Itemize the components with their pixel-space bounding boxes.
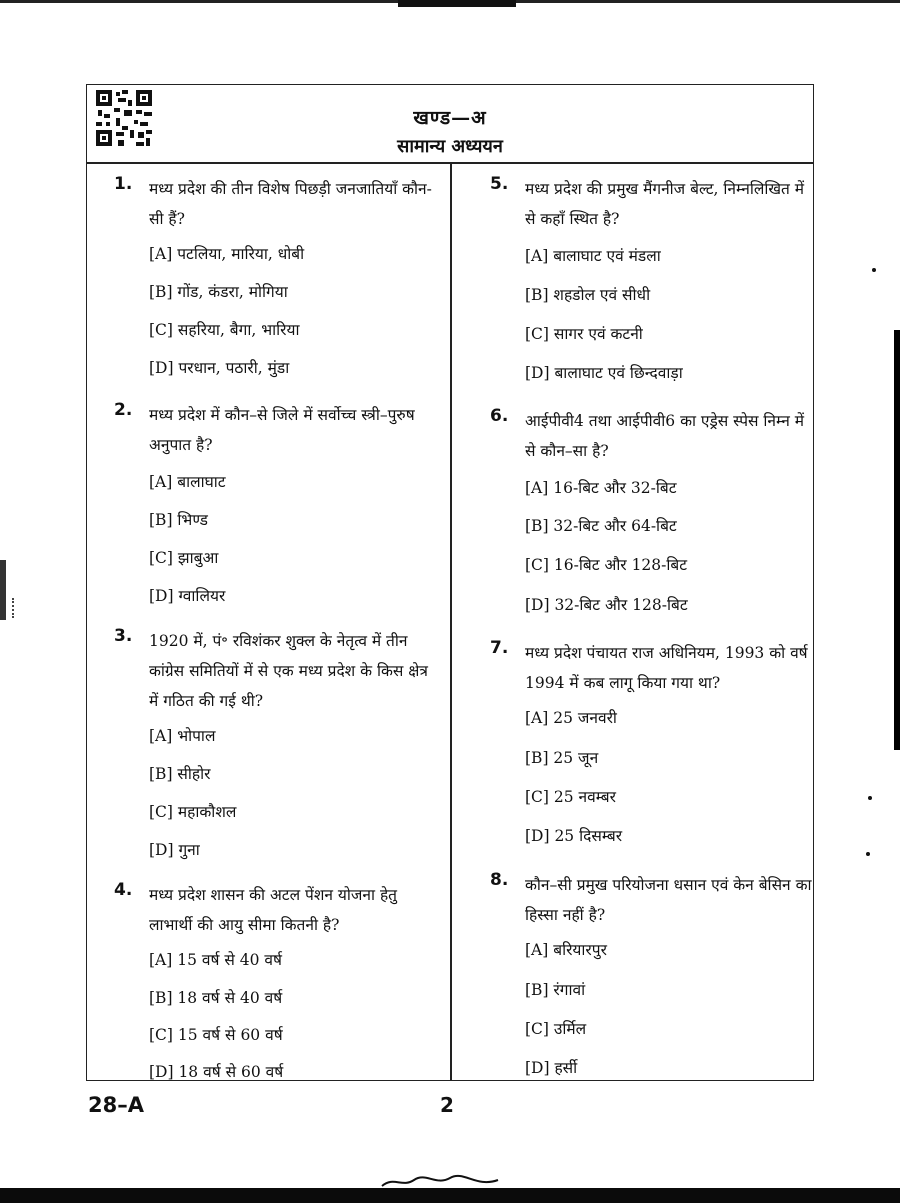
qr-code-icon bbox=[96, 90, 152, 146]
question-text: आईपीवी4 तथा आईपीवी6 का एड्रेस स्पेस निम्न में से कौन–सा है? bbox=[525, 412, 805, 460]
question-text: मध्य प्रदेश की तीन विशेष पिछड़ी जनजातियाँ कौन-सी हैं? bbox=[149, 180, 432, 228]
question-text: 1920 में, पं॰ रविशंकर शुक्ल के नेतृत्व में तीन कांग्रेस समितियों में से एक मध्य प्रदेश के किस क्षेत्र में गठित की गई थी? bbox=[149, 632, 428, 710]
option-b: [B] भिण्ड bbox=[149, 511, 208, 529]
option-c: [C] उर्मिल bbox=[525, 1020, 587, 1038]
option-d: [D] ग्वालियर bbox=[149, 587, 226, 605]
option-d: [D] हर्सी bbox=[525, 1059, 578, 1077]
section-title: खण्ड—अ bbox=[413, 107, 487, 129]
option-a: [A] 15 वर्ष से 40 वर्ष bbox=[149, 951, 283, 969]
question-number: 2. bbox=[114, 400, 133, 420]
question-number: 3. bbox=[114, 626, 133, 646]
option-d: [D] 25 दिसम्बर bbox=[525, 827, 623, 845]
option-b: [B] 18 वर्ष से 40 वर्ष bbox=[149, 989, 283, 1007]
option-a: [A] बालाघाट एवं मंडला bbox=[525, 247, 661, 265]
question-number: 8. bbox=[490, 870, 509, 890]
scan-bottom-scribble bbox=[380, 1174, 500, 1190]
booklet-code: 28–A bbox=[88, 1093, 144, 1117]
question-text: कौन–सी प्रमुख परियोजना धसान एवं केन बेसिन का हिस्सा नहीं है? bbox=[525, 876, 812, 924]
column-divider bbox=[450, 164, 452, 1081]
question-number: 1. bbox=[114, 174, 133, 194]
question-number: 5. bbox=[490, 174, 509, 194]
scan-dot bbox=[866, 852, 870, 856]
scan-dot bbox=[868, 796, 872, 800]
scan-right-edge bbox=[894, 330, 900, 750]
option-b: [B] शहडोल एवं सीधी bbox=[525, 286, 651, 304]
option-c: [C] महाकौशल bbox=[149, 803, 237, 821]
option-a: [A] भोपाल bbox=[149, 727, 216, 745]
option-b: [B] सीहोर bbox=[149, 765, 211, 783]
scan-left-dots bbox=[12, 598, 16, 618]
option-b: [B] गोंड, कंडरा, मोगिया bbox=[149, 283, 288, 301]
option-c: [C] सागर एवं कटनी bbox=[525, 325, 643, 343]
option-c: [C] सहरिया, बैगा, भारिया bbox=[149, 321, 300, 339]
question-number: 7. bbox=[490, 638, 509, 658]
option-d: [D] बालाघाट एवं छिन्दवाड़ा bbox=[525, 364, 683, 382]
option-d: [D] 18 वर्ष से 60 वर्ष bbox=[149, 1063, 284, 1081]
scan-bottom-edge bbox=[0, 1188, 900, 1203]
option-d: [D] गुना bbox=[149, 841, 200, 859]
question-number: 4. bbox=[114, 880, 133, 900]
option-c: [C] 16-बिट और 128-बिट bbox=[525, 556, 688, 574]
option-c: [C] 25 नवम्बर bbox=[525, 788, 616, 806]
question-text: मध्य प्रदेश पंचायत राज अधिनियम, 1993 को वर्ष 1994 में कब लागू किया गया था? bbox=[525, 644, 808, 692]
question-number: 6. bbox=[490, 406, 509, 426]
option-a: [A] बालाघाट bbox=[149, 473, 226, 491]
option-a: [A] बरियारपुर bbox=[525, 941, 607, 959]
scan-dot bbox=[872, 268, 876, 272]
page-number: 2 bbox=[440, 1093, 454, 1117]
option-b: [B] रंगावां bbox=[525, 981, 586, 999]
option-d: [D] 32-बिट और 128-बिट bbox=[525, 596, 688, 614]
option-a: [A] 25 जनवरी bbox=[525, 709, 617, 727]
section-subtitle: सामान्य अध्ययन bbox=[397, 136, 503, 157]
question-text: मध्य प्रदेश में कौन–से जिले में सर्वोच्च स्त्री–पुरुष अनुपात है? bbox=[149, 406, 415, 454]
option-c: [C] 15 वर्ष से 60 वर्ष bbox=[149, 1026, 283, 1044]
scan-top-mark bbox=[398, 0, 516, 7]
scan-left-edge bbox=[0, 560, 6, 620]
option-b: [B] 32-बिट और 64-बिट bbox=[525, 517, 677, 535]
option-a: [A] 16-बिट और 32-बिट bbox=[525, 479, 677, 497]
option-d: [D] परधान, पठारी, मुंडा bbox=[149, 359, 290, 377]
question-text: मध्य प्रदेश शासन की अटल पेंशन योजना हेतु लाभार्थी की आयु सीमा कितनी है? bbox=[149, 886, 398, 934]
option-c: [C] झाबुआ bbox=[149, 549, 219, 567]
option-b: [B] 25 जून bbox=[525, 749, 599, 767]
option-a: [A] पटलिया, मारिया, धोबी bbox=[149, 245, 305, 263]
question-text: मध्य प्रदेश की प्रमुख मैंगनीज बेल्ट, निम्नलिखित में से कहाँ स्थित है? bbox=[525, 180, 805, 228]
